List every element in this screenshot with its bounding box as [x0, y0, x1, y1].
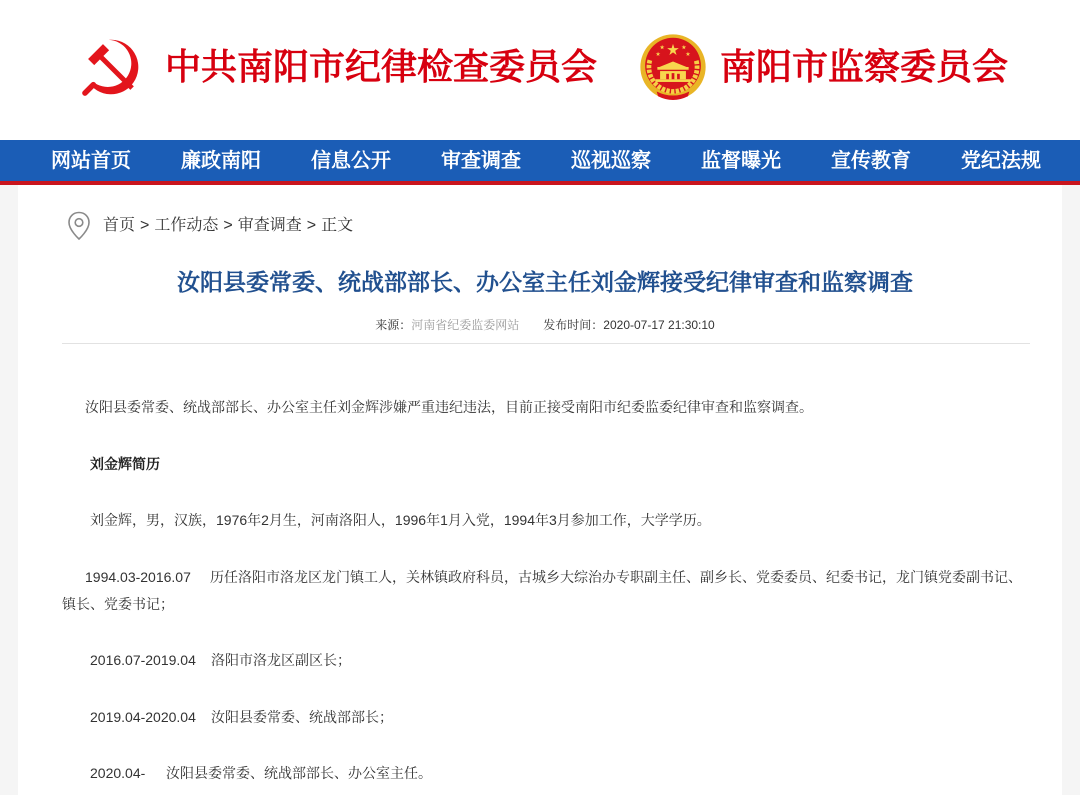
- article-meta: [46, 316, 1044, 334]
- career-period: 2020.04-: [90, 765, 146, 781]
- career-item: [62, 760, 1032, 787]
- nav-item-publicity-education[interactable]: 宣传教育: [831, 148, 911, 172]
- career-text: 汝阳县委常委、统战部部长；: [211, 708, 393, 725]
- career-period: 1994.03-2016.07: [85, 568, 191, 585]
- source-link[interactable]: 河南省纪委监委网站: [411, 318, 520, 332]
- breadcrumb-link-review-investigation[interactable]: 审查调查: [237, 217, 302, 234]
- profile-paragraph: 刘金辉，男，汉族，1976年2月生，河南洛阳人，1996年1月入党，1994年3月参加工作，大学学历。: [90, 512, 711, 528]
- nav-item-inspection-tour[interactable]: 巡视巡察: [571, 148, 651, 172]
- nav-item-home[interactable]: 网站首页: [51, 148, 131, 172]
- nav-item-clean-government[interactable]: 廉政南阳: [181, 148, 261, 172]
- publish-time: 2020-07-17 21:30:10: [603, 318, 715, 332]
- career-period: 2019.04-2020.04: [90, 708, 196, 725]
- breadcrumb-separator: >: [306, 217, 317, 234]
- career-item: [62, 564, 1032, 618]
- nav-item-supervision-exposure[interactable]: 监督曝光: [701, 148, 781, 172]
- site-title-discipline-commission: 中共南阳市纪律检查委员会: [165, 46, 598, 88]
- publish-time-group: [543, 318, 714, 332]
- location-pin-icon: [67, 211, 91, 241]
- resume-heading: 刘金辉简历: [90, 455, 160, 472]
- article-body: [62, 394, 1032, 795]
- nav-item-review-investigation[interactable]: 审查调查: [441, 148, 521, 172]
- site-header: [0, 0, 1080, 140]
- national-emblem-icon: [639, 33, 707, 101]
- publish-time-label: 发布时间：: [543, 318, 604, 332]
- career-text: 汝阳县委常委、统战部部长、办公室主任。: [166, 765, 432, 781]
- site-title-supervision-commission: 南阳市监察委员会: [720, 46, 1009, 88]
- title-divider: [62, 343, 1030, 344]
- intro-paragraph: 汝阳县委常委、统战部部长、办公室主任刘金辉涉嫌严重违纪违法，目前正接受南阳市纪委监委纪律审查和监察调查。: [85, 399, 813, 415]
- breadcrumb-link-home[interactable]: 首页: [103, 217, 136, 234]
- career-period: 2016.07-2019.04: [90, 652, 196, 668]
- career-text: 洛阳市洛龙区副区长；: [211, 652, 351, 668]
- nav-item-party-discipline-law[interactable]: 党纪法规: [961, 148, 1041, 172]
- content-panel: [18, 185, 1062, 795]
- article-title: 汝阳县委常委、统战部部长、办公室主任刘金辉接受纪律审查和监察调查: [177, 269, 913, 295]
- breadcrumb-link-work-news[interactable]: 工作动态: [154, 217, 219, 234]
- source-label: 来源：: [375, 318, 412, 332]
- breadcrumb-current: 正文: [321, 217, 354, 234]
- nav-list: [0, 140, 1080, 181]
- breadcrumb-separator: >: [140, 217, 150, 234]
- party-emblem-icon: [80, 35, 142, 99]
- career-text: 历任洛阳市洛龙区龙门镇工人，关林镇政府科员，古城乡大综治办专职副主任、副乡长、党委委员、纪委书记，龙门镇党委副书记、镇长、党委书记；: [62, 568, 1022, 612]
- main-nav: [0, 140, 1080, 185]
- career-item: [62, 647, 1032, 674]
- breadcrumb: [103, 215, 353, 237]
- career-item: [62, 704, 1032, 731]
- nav-item-information-disclosure[interactable]: 信息公开: [311, 148, 391, 172]
- breadcrumb-separator: >: [223, 217, 233, 234]
